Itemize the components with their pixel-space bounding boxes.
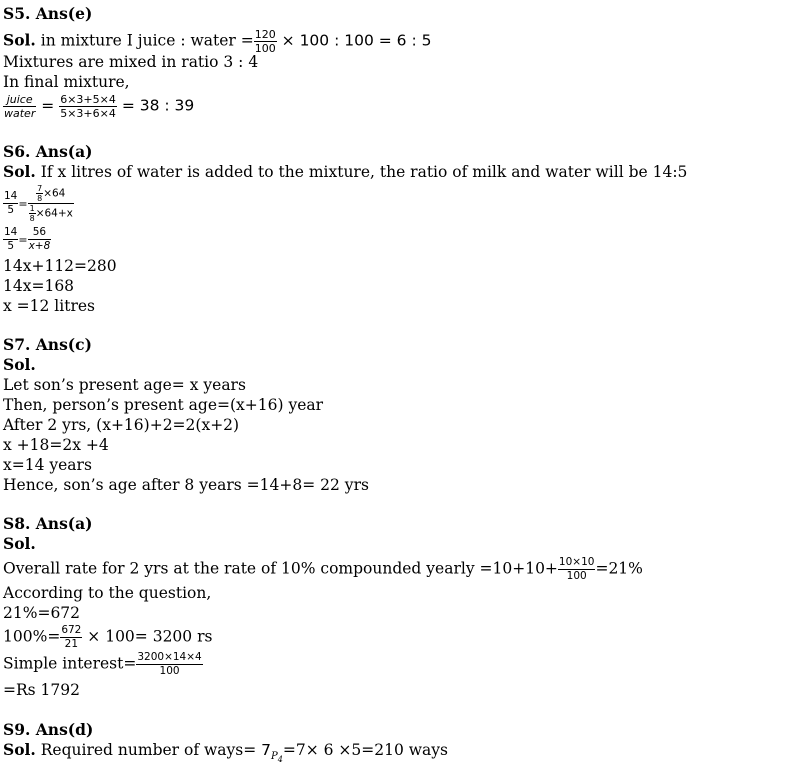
permutation-r: 4 — [277, 755, 283, 765]
s6-title: S6. Ans(a) — [3, 142, 93, 161]
fraction — [59, 93, 117, 120]
s9-title: S9. Ans(d) — [3, 720, 94, 739]
denominator: water — [4, 107, 36, 120]
s5-line1-text: in mixture I juice : water = — [40, 31, 254, 50]
fraction — [28, 226, 52, 253]
numerator: 14 — [4, 190, 18, 202]
numerator: 1 — [29, 204, 35, 213]
numerator: juice — [3, 93, 36, 107]
s6-line4: 14x+112=280 — [3, 257, 117, 275]
permutation-p: P — [271, 751, 278, 763]
denominator: 5 — [7, 240, 15, 252]
s6-line5: 14x=168 — [3, 277, 75, 295]
equals-sign: = — [18, 233, 28, 247]
numerator: 672 — [61, 624, 82, 636]
s5-line1-tail: × 100 : 100 = 6 : 5 — [281, 31, 432, 50]
s8-line4 — [3, 624, 212, 650]
s7-line5: x=14 years — [3, 456, 92, 474]
s5-line1 — [3, 28, 431, 55]
s6-fraction-eq2 — [3, 226, 51, 253]
denominator — [28, 204, 74, 223]
denominator: 5×3+6×4 — [60, 107, 116, 120]
s5-title: S5. Ans(e) — [3, 4, 93, 23]
s5-line4-tail: = 38 : 39 — [121, 96, 195, 115]
denominator: 8 — [29, 214, 35, 223]
sol-label: Sol. — [3, 534, 36, 553]
s8-line5-text: Simple interest= — [3, 654, 137, 673]
denominator: 100 — [566, 570, 587, 582]
s8-line1-text: Overall rate for 2 yrs at the rate of 10% compounded yearly =10+10+ — [3, 559, 558, 578]
denominator: 100 — [159, 665, 180, 677]
s8-line4-text: 100%= — [3, 627, 61, 646]
s6-line6: x =12 litres — [3, 297, 95, 315]
s5-line2: Mixtures are mixed in ratio 3 : 4 — [3, 53, 259, 71]
sol-label: Sol. — [3, 355, 36, 374]
numerator-tail: ×64 — [43, 187, 66, 200]
numerator: 56 — [28, 226, 52, 240]
equals-sign: = — [41, 96, 55, 115]
numerator — [28, 184, 74, 204]
sol-label: Sol. — [3, 740, 36, 759]
s8-line5 — [3, 651, 203, 678]
compound-fraction — [28, 184, 74, 223]
s5-line4 — [3, 93, 194, 121]
s8-title: S8. Ans(a) — [3, 514, 93, 533]
s8-line1-tail: =21% — [595, 559, 643, 578]
s8-line4-tail: × 100= 3200 rs — [87, 627, 213, 646]
permutation-symbol — [271, 751, 283, 765]
s7-line3: After 2 yrs, (x+16)+2=2(x+2) — [3, 416, 240, 434]
s8-line1 — [3, 556, 643, 583]
fraction — [60, 624, 82, 650]
s8-line6: =Rs 1792 — [3, 681, 80, 699]
numerator: 120 — [254, 28, 276, 41]
s8-line2: According to the question, — [3, 584, 212, 602]
sol-label: Sol. — [3, 162, 36, 181]
sol-label: Sol. — [3, 30, 36, 50]
denominator-tail: ×64+x — [35, 207, 73, 220]
s9-line1 — [3, 740, 448, 770]
s7-title: S7. Ans(c) — [3, 335, 92, 354]
denominator: 8 — [37, 194, 43, 203]
numerator: 7 — [37, 184, 43, 193]
equals-sign: = — [18, 197, 28, 211]
numerator: 6×3+5×4 — [60, 93, 116, 106]
s7-line6: Hence, son’s age after 8 years =14+8= 22 yrs — [3, 476, 369, 494]
numerator: 3200×14×4 — [137, 651, 202, 663]
numerator: 10×10 — [558, 556, 595, 568]
denominator: x+8 — [28, 240, 51, 252]
fraction — [3, 93, 36, 120]
denominator: 5 — [7, 204, 15, 216]
denominator: 100 — [254, 42, 276, 55]
fraction — [3, 190, 18, 217]
s7-line4: x +18=2x +4 — [3, 436, 109, 454]
fraction — [29, 204, 36, 223]
s7-line2: Then, person’s present age=(x+16) year — [3, 396, 324, 414]
permutation-n: 7 — [261, 741, 272, 759]
denominator: 21 — [64, 638, 79, 650]
fraction — [558, 556, 596, 583]
numerator: 14 — [4, 226, 18, 238]
fraction — [3, 226, 18, 253]
fraction — [254, 28, 277, 55]
s5-line3: In final mixture, — [3, 73, 130, 91]
s6-fraction-eq1 — [3, 184, 74, 223]
s9-line1-text: Required number of ways= — [40, 741, 257, 759]
s7-line1: Let son’s present age= x years — [3, 376, 246, 394]
fraction — [136, 651, 202, 678]
s9-line1-tail: =7× 6 ×5=210 ways — [282, 741, 448, 759]
s6-line1-text: If x litres of water is added to the mixture, the ratio of milk and water will be 14:5 — [40, 163, 688, 181]
s6-line1 — [3, 162, 687, 182]
s8-line3: 21%=672 — [3, 604, 81, 622]
